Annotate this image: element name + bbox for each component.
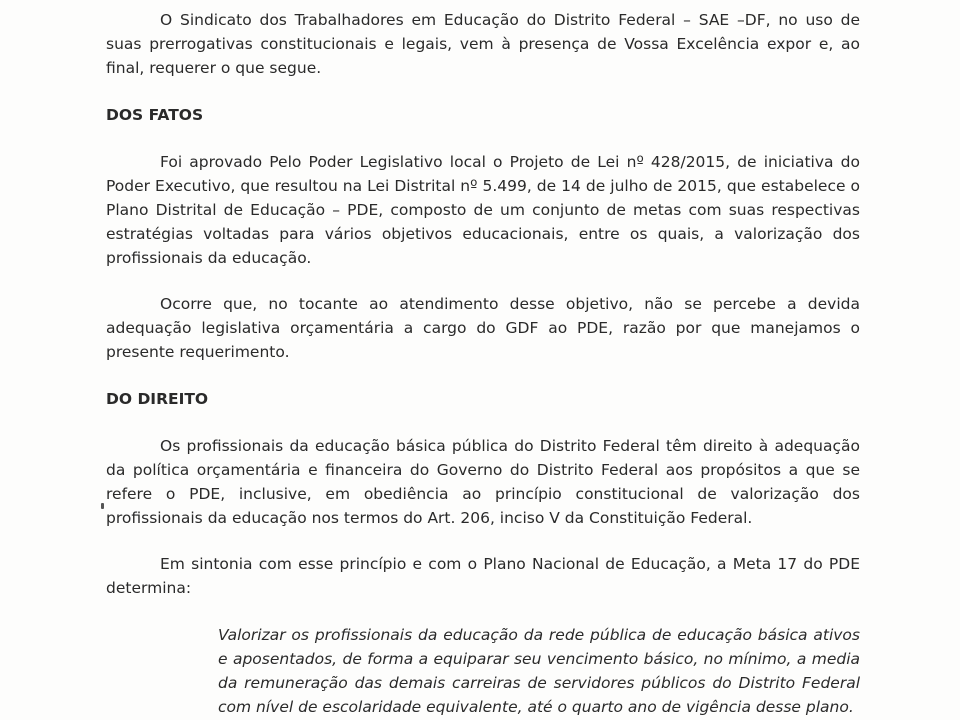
intro-paragraph: O Sindicato dos Trabalhadores em Educação do Distrito Federal – SAE –DF, no uso de suas prerrogativas constitucionais e legais, vem à presença de Vossa Excelência expor e, ao final, requerer o que segue.	[106, 11, 860, 77]
document-body	[106, 8, 860, 719]
meta-17-quote: Valorizar os profissionais da educação da rede pública de educação básica ativos e aposentados, de forma a equiparar seu vencimento básico, no mínimo, a media da remuneração das demais carreiras de servidores públicos do Distrito Federal com nível de escolaridade equivalente, até o quarto ano de vigência desse plano.	[218, 626, 860, 716]
direito-paragraph-1: Os profissionais da educação básica pública do Distrito Federal têm direito à adequação da política orçamentária e financeira do Governo do Distrito Federal aos propósitos a que se refere o PDE, inclusive, em obediência ao princípio constitucional de valorização dos profissionais da educação nos termos do Art. 206, inciso V da Constituição Federal.	[106, 437, 860, 527]
direito-paragraph-2: Em sintonia com esse princípio e com o Plano Nacional de Educação, a Meta 17 do PDE determina:	[106, 555, 860, 597]
heading-dos-fatos: DOS FATOS	[106, 106, 204, 124]
scan-artifact-mark	[101, 503, 104, 509]
heading-do-direito: DO DIREITO	[106, 390, 209, 408]
fatos-paragraph-1: Foi aprovado Pelo Poder Legislativo local o Projeto de Lei nº 428/2015, de iniciativa do Poder Executivo, que resultou na Lei Distrital nº 5.499, de 14 de julho de 2015, que estabelece o Plano Distrital de Educação – PDE, composto de um conjunto de metas com suas respectivas estratégias voltadas para vários objetivos educacionais, entre os quais, a valorização dos profissionais da educação.	[106, 153, 860, 267]
fatos-paragraph-2: Ocorre que, no tocante ao atendimento desse objetivo, não se percebe a devida adequação legislativa orçamentária a cargo do GDF ao PDE, razão por que manejamos o presente requerimento.	[106, 295, 860, 361]
